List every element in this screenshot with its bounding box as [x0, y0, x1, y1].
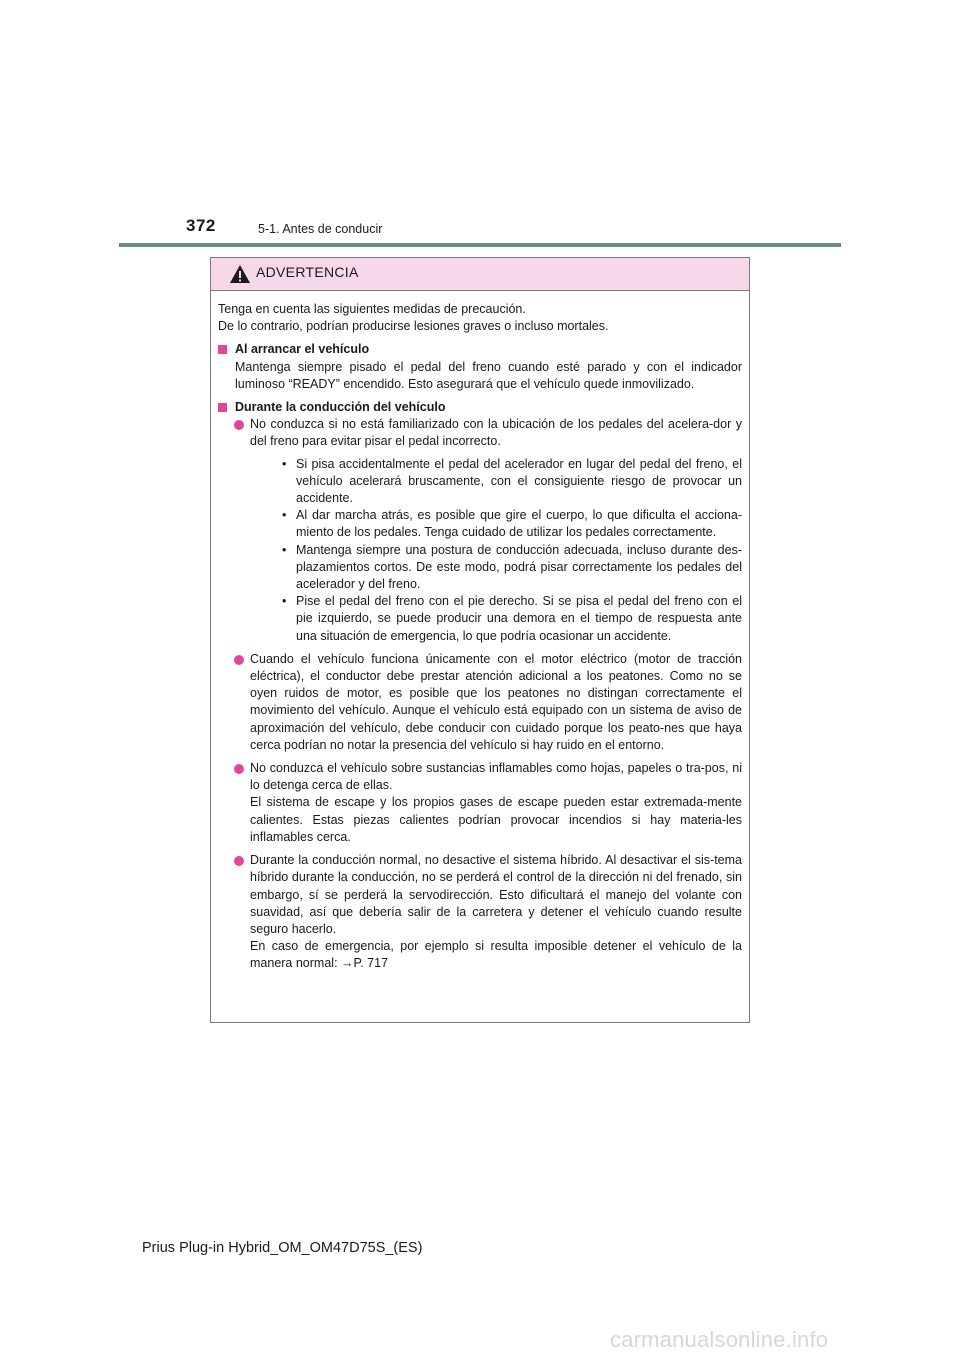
circle-bullet-icon: [234, 764, 244, 774]
intro-line: Tenga en cuenta las siguientes medidas de precaución.: [218, 302, 526, 316]
watermark: carmanualsonline.info: [610, 1327, 829, 1352]
sub-list-item: [250, 542, 742, 594]
sub-item-text: Pise el pedal del freno con el pie derecho. Si se pisa el pedal del freno con el pie izquierdo, se puede producir una demora en el tiempo de respuesta ante una situación de emergencia, lo que podría ocasionar un accidente.: [296, 594, 742, 643]
intro-line: De lo contrario, podrían producirse lesiones graves o incluso mortales.: [218, 319, 609, 334]
list-item: [218, 651, 742, 754]
document-id: Prius Plug-in Hybrid_OM_OM47D75S_(ES): [142, 1240, 423, 1256]
page-number: 372: [186, 216, 216, 235]
list-item: [218, 760, 742, 846]
sub-item-text: Mantenga siempre una postura de conducción adecuada, incluso durante des-plazamientos cortos. De este modo, podrá pisar correctamente los pedales del acelerador y del freno.: [296, 542, 742, 592]
sub-list: [250, 456, 742, 645]
section-heading-conduccion: [218, 399, 742, 416]
dot-bullet-icon: •: [282, 542, 287, 557]
header-rule: [119, 243, 841, 247]
warning-title: ADVERTENCIA: [256, 264, 359, 280]
section-heading-label: Al arrancar el vehículo: [235, 342, 370, 357]
dot-bullet-icon: •: [282, 456, 287, 471]
warning-body: [211, 291, 749, 973]
circle-bullet-icon: [234, 420, 244, 430]
warning-header: [211, 258, 749, 291]
bullet-text: No conduzca el vehículo sobre sustancias inflamables como hojas, papeles o tra-pos, ni lo detenga cerca de ellas.: [250, 761, 742, 793]
warning-box: [210, 257, 750, 1023]
list-item: [218, 416, 742, 645]
section-paragraph: Mantenga siempre pisado el pedal del freno cuando esté parado y con el indicador luminoso “READY” encendido. Esto asegurará que el vehículo quede inmovilizado.: [235, 359, 742, 391]
sub-list-item: [250, 507, 742, 541]
bullet-text: Durante la conducción normal, no desactive el sistema híbrido. Al desactivar el sis-tema híbrido durante la conducción, no se perderá el control de la dirección ni del frenado, sin embargo, sí se perderá la servodirección. Esto dificultará el manejo del volante con suavidad, así que debería salir de la carretera y detener el vehículo cuando resulte seguro hacerlo.: [250, 853, 742, 936]
circle-bullet-icon: [234, 655, 244, 665]
section-heading-arrancar: [218, 341, 742, 358]
section-title: 5-1. Antes de conducir: [258, 222, 383, 236]
bullet-text-continued: En caso de emergencia, por ejemplo si resulta imposible detener el vehículo de la manera normal: →P. 717: [250, 939, 742, 971]
bullet-text: Cuando el vehículo funciona únicamente con el motor eléctrico (motor de tracción eléctrica), el conductor debe prestar atención adicional a los peatones. Como no se oyen ruidos de motor, es posible que los peatones no distingan correctamente el movimiento del vehículo. Aunque el vehículo está equipado con un sistema de aviso de aproximación del vehículo, debe conducir con cuidado porque los peato-nes que haya cerca podrían no notar la presencia del vehículo si hay ruido en el entorno.: [250, 651, 742, 752]
warning-triangle-icon: [229, 264, 251, 284]
square-bullet-icon: [218, 345, 227, 354]
dot-bullet-icon: •: [282, 594, 287, 609]
circle-bullet-icon: [234, 856, 244, 866]
section-heading-label: Durante la conducción del vehículo: [235, 400, 446, 415]
warning-intro: [218, 301, 742, 335]
sub-item-text: Si pisa accidentalmente el pedal del acelerador en lugar del pedal del freno, el vehículo acelerará bruscamente, con el consiguiente riesgo de provocar un accidente.: [296, 456, 742, 506]
sub-item-text: Al dar marcha atrás, es posible que gire el cuerpo, lo que dificulta el acciona-miento de los pedales. Tenga cuidado de utilizar los pedales correctamente.: [296, 508, 742, 540]
dot-bullet-icon: •: [282, 508, 287, 523]
sub-list-item: [250, 593, 742, 645]
square-bullet-icon: [218, 403, 227, 412]
bullet-text: No conduzca si no está familiarizado con la ubicación de los pedales del acelera-dor y del freno para evitar pisar el pedal incorrecto.: [250, 417, 742, 449]
list-item: [218, 852, 742, 972]
sub-list-item: [250, 456, 742, 508]
bullet-text-continued: El sistema de escape y los propios gases de escape pueden estar extremada-mente calientes. Estas piezas calientes podrían provocar incendios si hay materia-les inflamables cerca.: [250, 795, 742, 844]
